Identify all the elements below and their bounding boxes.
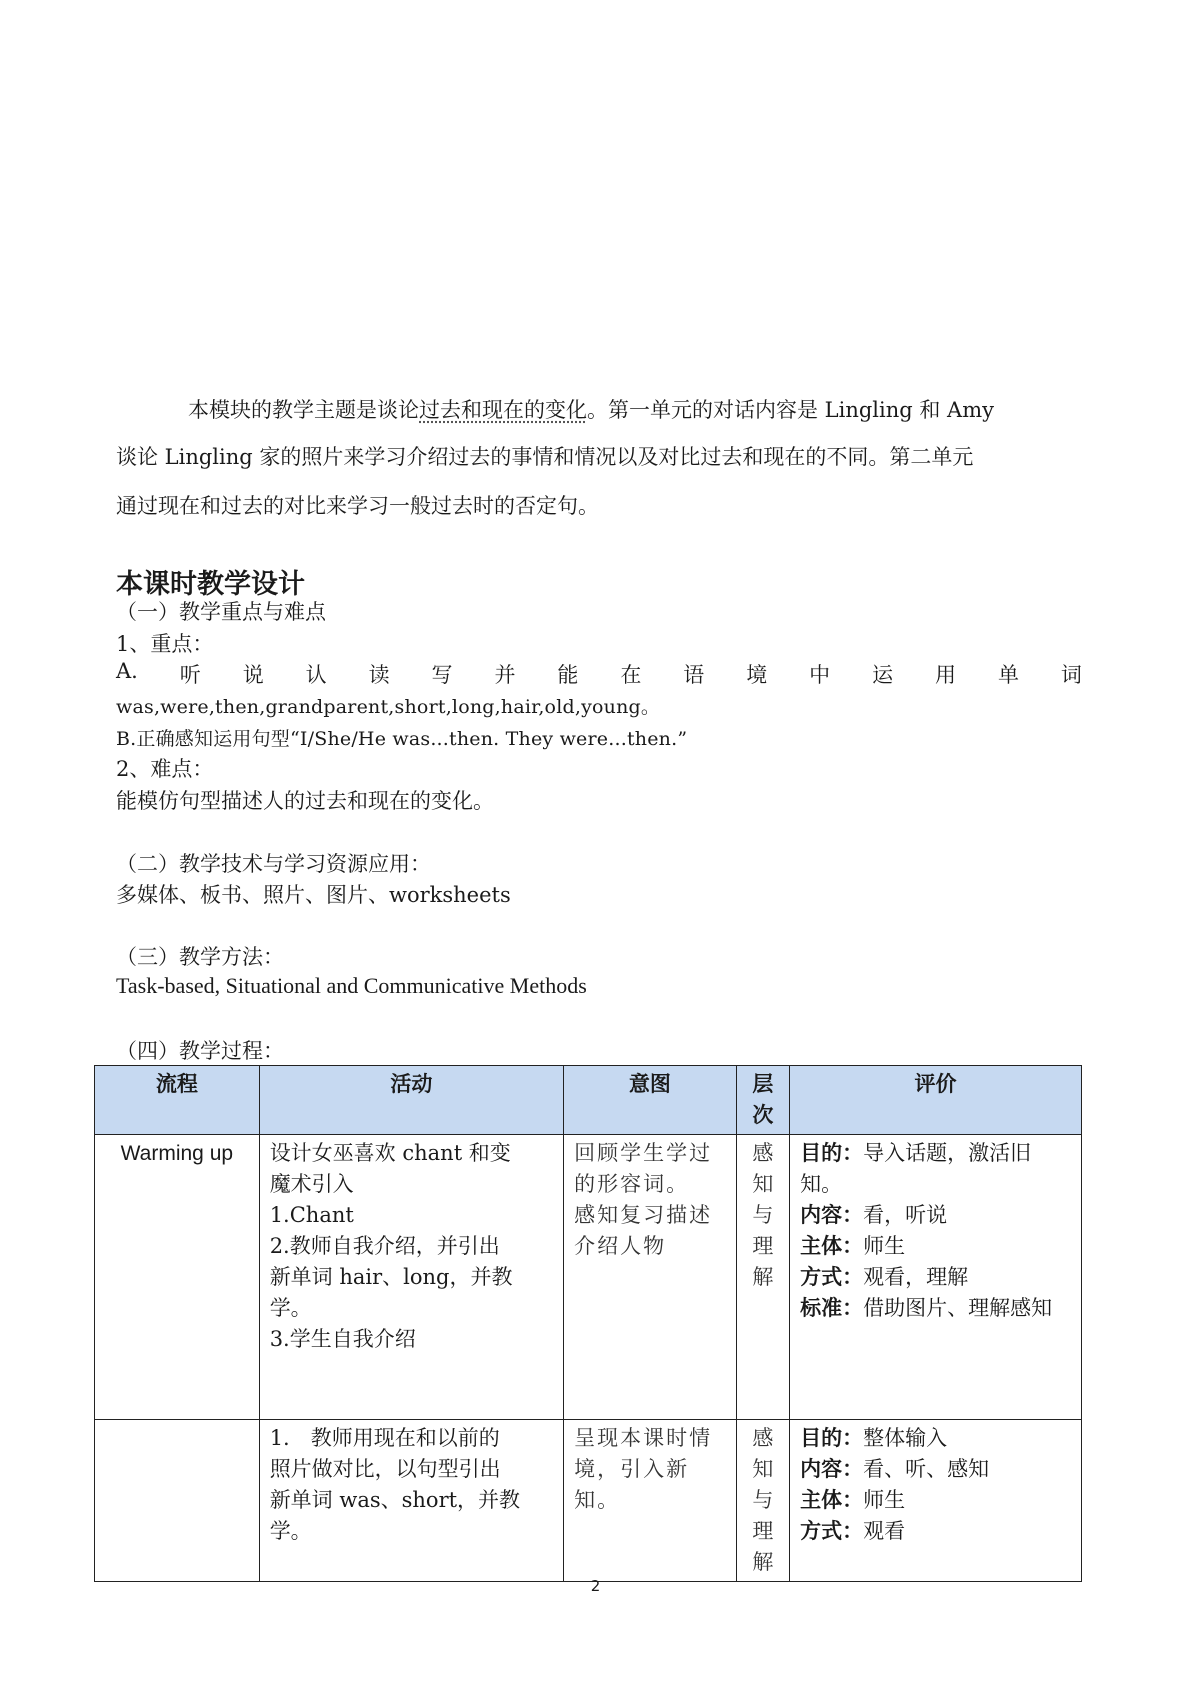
point-a-word: A. — [116, 659, 138, 683]
part1-title: （一）教学重点与难点 — [116, 600, 326, 624]
intent-line: 介绍人物 — [574, 1234, 667, 1258]
level-line: 感知 — [752, 1141, 774, 1196]
activity-line: 魔术引入 — [269, 1172, 354, 1196]
point-a-word: 在 — [620, 663, 642, 687]
evaluation-line — [800, 1169, 1071, 1200]
header-intent: 意图 — [564, 1066, 737, 1135]
flow-cell — [95, 1420, 260, 1582]
activity-line: 新单词 hair、long，并教 — [269, 1265, 513, 1289]
intro-text: 。第一单元的对话内容是 Lingling 和 Amy — [587, 398, 994, 422]
point-a-words — [116, 659, 1082, 689]
evaluation-key: 目的： — [800, 1141, 864, 1165]
teaching-process-table — [94, 1065, 1082, 1582]
evaluation-key: 主体： — [800, 1488, 864, 1512]
evaluation-line — [800, 1423, 1071, 1454]
page-number: 2 — [590, 1577, 601, 1595]
evaluation-value: 看，听说 — [863, 1203, 948, 1227]
evaluation-key: 方式： — [800, 1265, 864, 1289]
evaluation-value: 导入话题，激活旧 — [863, 1141, 1032, 1165]
evaluation-value: 借助图片、理解感知 — [863, 1296, 1053, 1320]
flow-cell: Warming up — [95, 1135, 260, 1420]
point-a-word: 听 — [179, 663, 201, 687]
header-activity: 活动 — [259, 1066, 563, 1135]
activity-cell — [259, 1135, 563, 1420]
activity-line: 学。 — [269, 1296, 312, 1320]
evaluation-key: 内容： — [800, 1457, 864, 1481]
activity-line: 照片做对比，以句型引出 — [269, 1457, 501, 1481]
activity-line: 2.教师自我介绍，并引出 — [269, 1234, 500, 1258]
point-a-word: 单 — [997, 663, 1019, 687]
intent-line: 境，引入新知。 — [574, 1457, 690, 1512]
level-cell — [736, 1420, 789, 1582]
level-line: 与 — [752, 1203, 774, 1227]
point-a-word: 认 — [305, 663, 327, 687]
evaluation-value: 师生 — [863, 1234, 906, 1258]
evaluation-line — [800, 1200, 1071, 1231]
evaluation-value: 整体输入 — [863, 1426, 948, 1450]
key-points-title: 1、重点： — [116, 632, 214, 656]
activity-line: 设计女巫喜欢 chant 和变 — [269, 1141, 511, 1165]
evaluation-key: 方式： — [800, 1519, 864, 1543]
table-header-row — [95, 1066, 1082, 1135]
intent-line: 回顾学生学过 — [574, 1141, 713, 1165]
level-line: 理解 — [752, 1234, 774, 1289]
point-a-vocab: was,were,then,grandparent,short,long,hair,old,young。 — [116, 696, 661, 718]
evaluation-line — [800, 1485, 1071, 1516]
evaluation-key: 标准： — [800, 1296, 864, 1320]
intent-cell — [564, 1420, 737, 1582]
header-flow: 流程 — [95, 1066, 260, 1135]
evaluation-key: 目的： — [800, 1426, 864, 1450]
point-a-word: 运 — [872, 663, 894, 687]
intro-line-1 — [188, 394, 994, 424]
difficulty-text: 能模仿句型描述人的过去和现在的变化。 — [116, 789, 494, 813]
evaluation-line — [800, 1138, 1071, 1169]
evaluation-line — [800, 1454, 1071, 1485]
evaluation-cell — [790, 1420, 1082, 1582]
point-a-word: 境 — [746, 663, 768, 687]
part2-title: （二）教学技术与学习资源应用： — [116, 852, 431, 876]
activity-line: 1.Chant — [269, 1203, 354, 1227]
evaluation-value: 师生 — [863, 1488, 906, 1512]
evaluation-line — [800, 1231, 1071, 1262]
point-a-word: 词 — [1060, 663, 1082, 687]
evaluation-line — [800, 1262, 1071, 1293]
level-cell — [736, 1135, 789, 1420]
header-level-line: 层 — [752, 1072, 774, 1096]
part2-content: 多媒体、板书、照片、图片、worksheets — [116, 883, 511, 907]
point-a-word: 用 — [935, 663, 957, 687]
intent-line: 的形容词。 — [574, 1172, 690, 1196]
section-heading: 本课时教学设计 — [116, 569, 305, 600]
point-a-word: 语 — [683, 663, 705, 687]
evaluation-key: 主体： — [800, 1234, 864, 1258]
part4-title: （四）教学过程： — [116, 1039, 284, 1063]
level-line: 感知 — [752, 1426, 774, 1481]
header-level-line: 次 — [752, 1103, 774, 1127]
evaluation-cell — [790, 1135, 1082, 1420]
activity-line: 3.学生自我介绍 — [269, 1327, 416, 1351]
level-line: 与 — [752, 1488, 774, 1512]
part3-content: Task-based, Situational and Communicative Methods — [116, 973, 587, 998]
intro-line-3: 通过现在和过去的对比来学习一般过去时的否定句。 — [116, 494, 599, 518]
evaluation-value: 知。 — [800, 1172, 843, 1196]
table-row — [95, 1135, 1082, 1420]
activity-cell — [259, 1420, 563, 1582]
evaluation-key: 内容： — [800, 1203, 864, 1227]
intro-line-2: 谈论 Lingling 家的照片来学习介绍过去的事情和情况以及对比过去和现在的不同。第二单元 — [116, 445, 974, 469]
activity-line: 学。 — [269, 1519, 312, 1543]
level-line: 理解 — [752, 1519, 774, 1574]
intro-text: 本模块的教学主题是谈论 — [188, 398, 419, 422]
evaluation-line — [800, 1293, 1071, 1324]
point-a-word: 写 — [431, 663, 453, 687]
point-a-word: 说 — [242, 663, 264, 687]
activity-line: 1. 教师用现在和以前的 — [269, 1426, 500, 1450]
part3-title: （三）教学方法： — [116, 945, 284, 969]
difficulty-title: 2、难点： — [116, 757, 214, 781]
point-a-word: 读 — [368, 663, 390, 687]
evaluation-value: 观看 — [863, 1519, 906, 1543]
evaluation-line — [800, 1516, 1071, 1547]
evaluation-value: 看、听、感知 — [863, 1457, 990, 1481]
point-a-word: 能 — [557, 663, 579, 687]
evaluation-value: 观看，理解 — [863, 1265, 969, 1289]
header-evaluation: 评价 — [790, 1066, 1082, 1135]
point-b: B.正确感知运用句型“I/She/He was...then. They were...then.” — [116, 728, 688, 750]
table-row — [95, 1420, 1082, 1582]
intent-line: 呈现本课时情 — [574, 1426, 713, 1450]
header-level — [736, 1066, 789, 1135]
activity-line: 新单词 was、short，并教 — [269, 1488, 521, 1512]
point-a-word: 中 — [809, 663, 831, 687]
point-a-word: 并 — [494, 663, 516, 687]
intro-underlined-phrase: 过去和现在的变化 — [419, 398, 587, 422]
intent-cell — [564, 1135, 737, 1420]
intent-line: 感知复习描述 — [574, 1203, 713, 1227]
